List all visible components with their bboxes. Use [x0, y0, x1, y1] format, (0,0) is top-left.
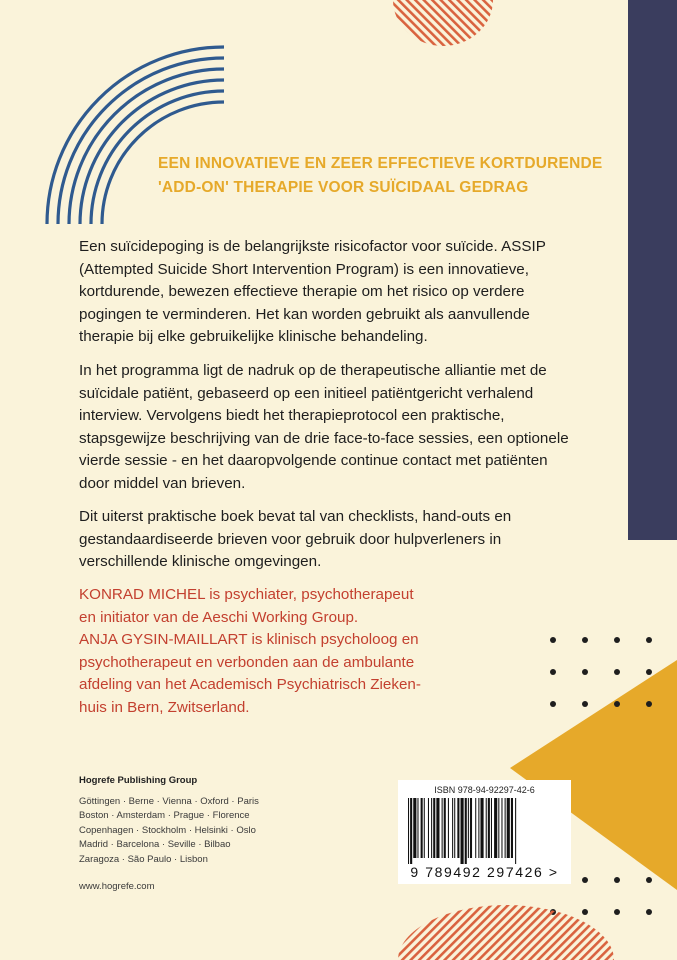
barcode-bar	[433, 798, 435, 858]
paragraph-3	[79, 506, 619, 574]
barcode-bars-icon	[406, 798, 563, 864]
barcode-bar	[436, 798, 439, 858]
barcode-bar	[452, 798, 453, 858]
barcode-bar	[486, 798, 487, 858]
barcode-bar	[468, 798, 469, 858]
blue-arcs-decoration	[0, 0, 250, 250]
paragraph-2	[79, 360, 619, 496]
headline	[158, 152, 628, 200]
barcode-box	[398, 780, 571, 884]
text-line: interview. Vervolgens biedt het therapieprotocol een praktische,	[79, 407, 505, 425]
barcode-bar	[505, 798, 506, 858]
author-line: en initiator van de Aeschi Working Group.	[79, 608, 359, 626]
barcode-bar	[465, 798, 467, 864]
text-line: pogingen te verminderen. Het kan worden gebruikt als aanvullende	[79, 305, 530, 323]
text-line: suïcidale patiënt, gebaseerd op een initieel patiëntgericht verhalend	[79, 384, 534, 402]
barcode-bar	[417, 798, 418, 858]
city-line: Boston · Amsterdam · Prague · Florence	[79, 810, 250, 822]
barcode-bar	[507, 798, 510, 858]
barcode-bar	[511, 798, 513, 858]
publisher-website: www.hogrefe.com	[79, 880, 155, 892]
publisher-name: Hogrefe Publishing Group	[79, 775, 198, 786]
city-line: Göttingen · Berne · Vienna · Oxford · Paris	[79, 795, 259, 807]
navy-side-bar	[628, 0, 677, 540]
publisher-block	[79, 774, 379, 894]
barcode-bar	[444, 798, 446, 858]
author-line: afdeling van het Academisch Psychiatrisch Zieken-	[79, 676, 421, 694]
city-line: Zaragoza · São Paulo · Lisbon	[79, 853, 208, 865]
barcode-bar	[475, 798, 476, 858]
barcode-bar	[494, 798, 497, 858]
barcode-bar	[470, 798, 472, 858]
barcode-bar	[448, 798, 449, 858]
city-line: Copenhagen · Stockholm · Helsinki · Oslo	[79, 824, 256, 836]
barcode-bar	[515, 798, 516, 864]
barcode-bar	[491, 798, 492, 858]
barcode-bar	[454, 798, 455, 858]
barcode-bar	[408, 798, 409, 864]
headline-line-1: EEN INNOVATIEVE EN ZEER EFFECTIEVE KORTDURENDE	[158, 155, 603, 172]
paragraph-1	[79, 236, 619, 349]
author-line: psychotherapeut en verbonden aan de ambulante	[79, 653, 415, 671]
text-line: door middel van brieven.	[79, 474, 246, 492]
barcode-bar	[457, 798, 459, 858]
isbn-number: ISBN 978-94-92297-42-6	[434, 785, 535, 795]
city-line: Madrid · Barcelona · Seville · Bilbao	[79, 839, 231, 851]
barcode-bar	[501, 798, 502, 858]
barcode-bar	[461, 798, 464, 864]
author-line: KONRAD MICHEL is psychiater, psychotherapeut	[79, 586, 414, 603]
barcode-bar	[480, 798, 483, 858]
barcode-bar	[421, 798, 423, 858]
barcode-bar	[442, 798, 443, 858]
barcode-bar	[431, 798, 432, 858]
coral-striped-semicircle-top	[388, 0, 498, 50]
barcode-bar	[488, 798, 490, 858]
text-line: stapsgewijze beschrijving van de drie face-to-face sessies, een optionele	[79, 429, 569, 447]
text-line: Dit uiterst praktische boek bevat tal van checklists, hand-outs en	[79, 508, 512, 525]
ean-digits: 9 789492 297426 >	[410, 864, 559, 880]
author-bios	[79, 584, 549, 720]
author-line: ANJA GYSIN-MAILLART is klinisch psycholoog en	[79, 631, 419, 649]
text-line: therapie bij elke gebruikelijke klinische behandeling.	[79, 328, 428, 346]
barcode-bar	[428, 798, 429, 858]
barcode-bar	[410, 798, 412, 864]
barcode-bar	[413, 798, 416, 858]
barcode-bar	[478, 798, 479, 858]
text-line: (Attempted Suicide Short Intervention Program) is een innovatieve,	[79, 260, 529, 278]
text-line: vierde sessie - en het daaropvolgende continue contact met patiënten	[79, 452, 548, 470]
publisher-cities	[79, 795, 379, 868]
text-line: gestandaardiseerde brieven voor gebruik door hulpverleners in	[79, 530, 502, 548]
author-line: huis in Bern, Zwitserland.	[79, 698, 250, 716]
text-line: In het programma ligt de nadruk op de therapeutische alliantie met de	[79, 362, 547, 379]
text-line: kortdurende, bewezen effectieve therapie om het risico op verdere	[79, 283, 525, 301]
barcode-bar	[498, 798, 499, 858]
barcode-bar	[424, 798, 425, 858]
coral-striped-semicircle-bottom	[396, 905, 616, 960]
headline-line-2: 'ADD-ON' THERAPIE VOOR SUÏCIDAAL GEDRAG	[158, 179, 529, 196]
text-line: Een suïcidepoging is de belangrijkste risicofactor voor suïcide. ASSIP	[79, 238, 546, 255]
text-line: verschillende klinische omgevingen.	[79, 553, 322, 571]
